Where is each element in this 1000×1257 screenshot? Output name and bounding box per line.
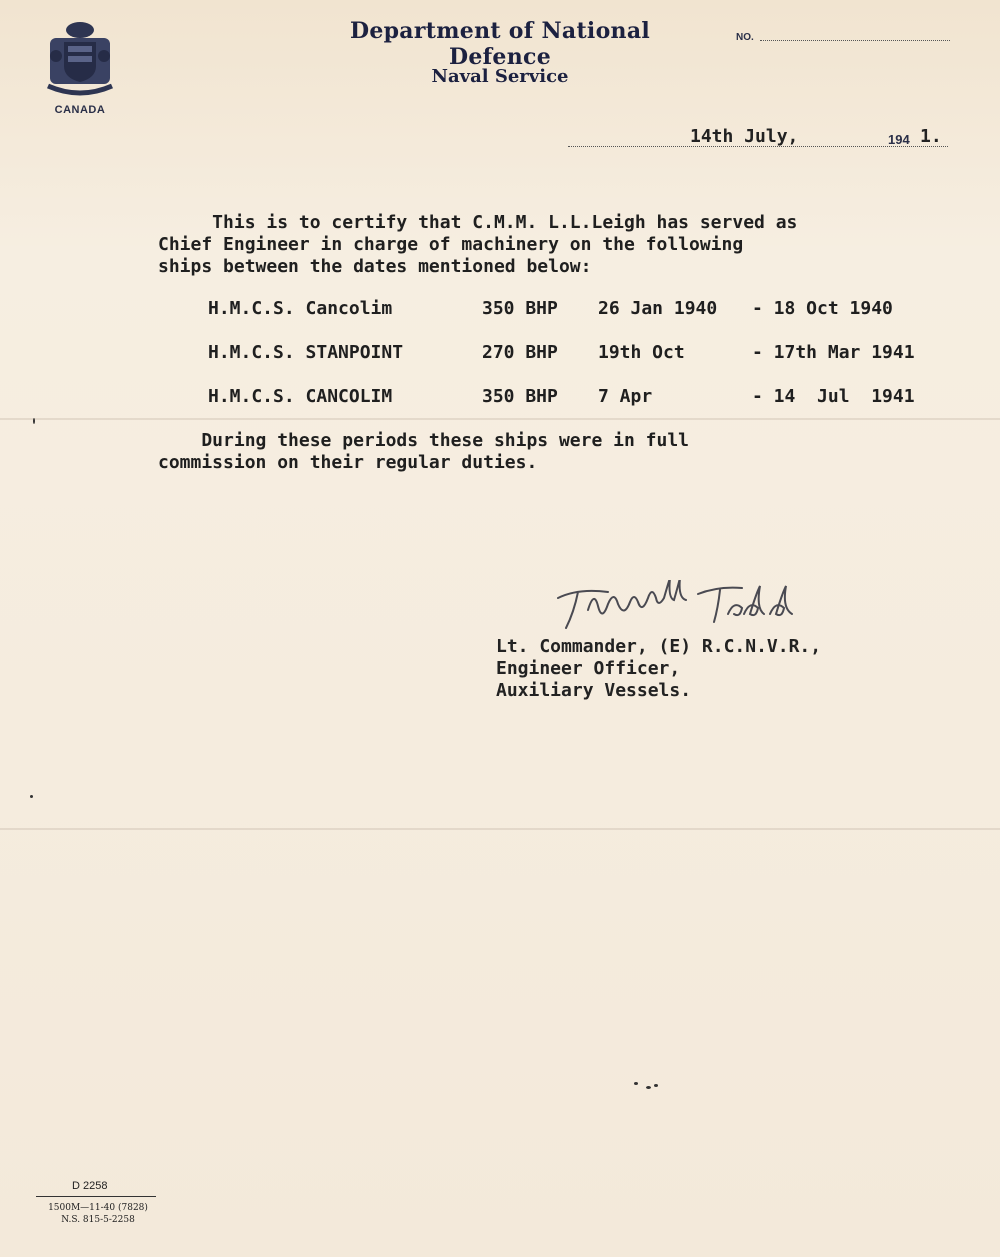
paper-speck — [634, 1082, 638, 1085]
service-heading: Naval Service — [431, 66, 569, 87]
form-code: D 2258 — [72, 1180, 108, 1192]
country-label: CANADA — [54, 104, 106, 116]
ship-date-from: 19th Oct — [598, 342, 685, 363]
intro-line: This is to certify that C.M.M. L.L.Leigh has served as — [158, 212, 798, 233]
date-year-suffix: 1. — [920, 126, 942, 147]
handwritten-signature — [548, 580, 828, 632]
signatory-title: Auxiliary Vessels. — [496, 680, 692, 701]
printer-imprint-line: N.S. 815-5-2258 — [61, 1215, 135, 1225]
department-heading: Department of National Defence — [349, 18, 651, 70]
signatory-title: Lt. Commander, (E) R.C.N.V.R., — [496, 636, 822, 657]
ship-power: 270 BHP — [482, 342, 558, 363]
printer-imprint-line: 1500M—11-40 (7828) — [48, 1203, 148, 1213]
ship-date-from: 26 Jan 1940 — [598, 298, 718, 319]
intro-line: ships between the dates mentioned below: — [158, 256, 592, 277]
reference-number-line — [760, 40, 950, 41]
ship-name: H.M.C.S. Cancolim — [208, 298, 393, 319]
date-day-month: 14th July, — [690, 126, 799, 147]
closing-line: commission on their regular duties. — [158, 452, 538, 473]
ship-date-to: - 18 Oct 1940 — [752, 298, 893, 319]
ship-date-to: - 17th Mar 1941 — [752, 342, 915, 363]
paper-speck — [30, 795, 33, 798]
signatory-title: Engineer Officer, — [496, 658, 681, 679]
printer-imprint — [36, 1202, 160, 1226]
ship-name: H.M.C.S. STANPOINT — [208, 342, 404, 363]
ship-date-to: - 14 Jul 1941 — [752, 386, 915, 407]
reference-number-label: NO. — [736, 32, 754, 43]
ship-power: 350 BHP — [482, 386, 558, 407]
intro-line: Chief Engineer in charge of machinery on the following — [158, 234, 744, 255]
paper-speck — [646, 1086, 651, 1089]
closing-line: During these periods these ships were in full — [158, 430, 690, 451]
footer-rule — [36, 1196, 156, 1197]
fold-crease — [0, 828, 1000, 830]
fold-crease — [0, 418, 1000, 420]
date-year-prefix: 194 — [888, 132, 910, 147]
coat-of-arms-icon — [44, 20, 116, 100]
ship-name: H.M.C.S. CANCOLIM — [208, 386, 393, 407]
ship-date-from: 7 Apr — [598, 386, 653, 407]
ship-power: 350 BHP — [482, 298, 558, 319]
paper-speck — [654, 1084, 658, 1087]
paper-speck — [33, 418, 35, 424]
